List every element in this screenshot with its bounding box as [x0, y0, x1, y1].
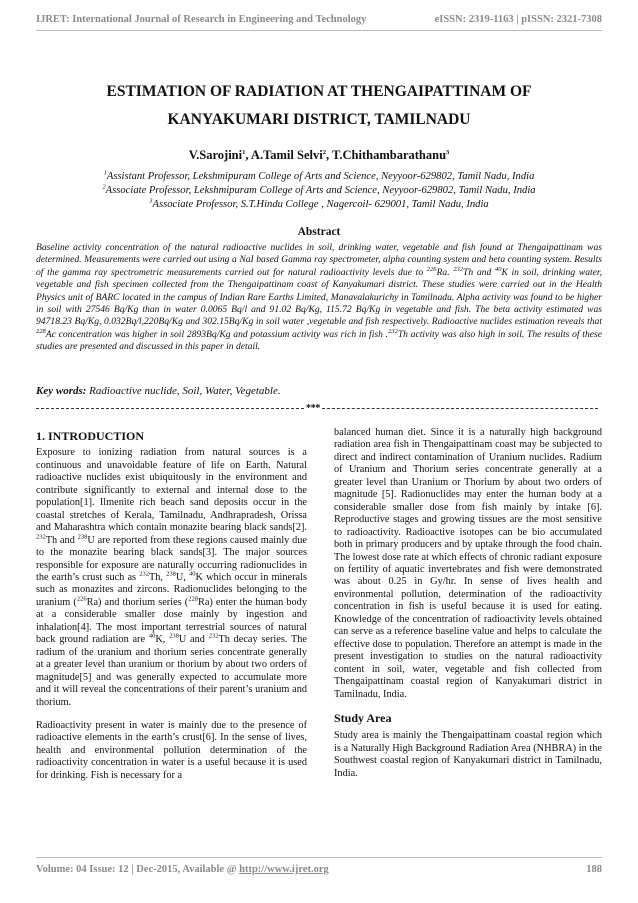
intro-text: K,: [155, 634, 170, 646]
divider-dash-left: [36, 408, 304, 409]
author-1-sup: 1: [242, 148, 246, 156]
sup-ac: 228: [36, 327, 46, 335]
affiliation-2: [36, 184, 602, 198]
paper-title: [36, 78, 602, 134]
keywords-label: Key words:: [36, 385, 87, 397]
sup-th2: 232: [388, 327, 398, 335]
keywords-line: [36, 385, 602, 397]
sup: 232: [36, 533, 46, 541]
abstract-text-3: Ac concentration was higher in soil 2893Bq/Kg and potassium activity was rich in fish .: [45, 328, 389, 340]
affiliation-3-text: Associate Professor, S.T.Hindu College , Nagercoil- 629001, Tamil Nadu, India: [152, 199, 489, 210]
title-line-1: ESTIMATION OF RADIATION AT THENGAIPATTINAM OF: [106, 83, 532, 100]
sup: 228: [188, 595, 198, 603]
right-column: [334, 427, 602, 791]
author-1: V.Sarojini: [188, 148, 243, 162]
abstract-ra: Ra.: [436, 266, 454, 278]
affiliations: [36, 170, 602, 212]
footer-volume: [36, 864, 329, 875]
affiliation-1: [36, 170, 602, 184]
intro-text: Th decay series. The radium of the uranium and thorium series concentrate generally at a greater level than uranium or thorium by about two orders of magnitude[5] and was generally expected to accumulate more and it will reveal the concentrations of their parent’s uranium and thorium.: [36, 634, 308, 708]
journal-name: IJRET: International Journal of Research in Engineering and Technology: [36, 13, 367, 25]
author-3: T.Chithambarathanu: [331, 148, 447, 162]
title-line-2: KANYAKUMARI DISTRICT, TAMILNADU: [167, 111, 471, 128]
author-3-sup: 3: [446, 148, 450, 156]
abstract-body: [36, 242, 602, 354]
intro-text: K which occur in minerals such as monazites and zircons. Radionuclides belonging to the uranium (: [36, 571, 307, 608]
intro-text: U,: [175, 571, 189, 583]
footer-rule: [36, 857, 602, 858]
abstract-th: Th and: [463, 266, 495, 278]
author-2: A.Tamil Selvi: [250, 148, 323, 162]
intro-paragraph-3: balanced human diet. Since it is a naturally high background radiation area fish in Thengaipattinam coast may be subjected to direct and indirect contamination of Uranium nuclides. Radium of Uranium and Thorium series concentrate generally at a greater level than Uranium or Thorium by about two orders of magnitude [5]. Radionuclides may enter the human body at a considerable smaller dose from fish mainly by intake [6]. Reproductive stages and growing tissues are the most sensitive to radioactivity. Radioactive isotopes can be bio accumulated both in primary producers and by uptake through the food chain. The lowest dose rate at which effects of chronic radiant exposure on fertility of aquatic invertebrates and fish were demonstrated was about 0.25 in Gy/hr. In sense of lives health and environmental pollution, determination of the radioactivity concentration in fish is useful because it is used for eating. Knowledge of the concentration of radioactivity levels obtained can serve as a reference baseline value and helps to calculate the effective dose to population. Therefore an attempt is made in the present investigation to studies on the natural radioactivity content in soil, water, vegetable and fish collected from Thengaipattinam coastal region of Kanyakumari district in Tamilnadu, India.: [334, 427, 602, 700]
intro-text: Ra) enter the human body at a considerable smaller dose mainly by ingestion and inhalation[4]. The most important terrestrial sources of natural back ground radiation are: [36, 596, 307, 646]
author-2-sup: 2: [322, 148, 326, 156]
left-column: [36, 427, 307, 793]
section-divider: [36, 403, 602, 415]
author-list: [36, 148, 602, 163]
intro-text: Ra) and thorium series (: [86, 596, 189, 608]
affiliation-1-text: Assistant Professor, Lekshmipuram College of Arts and Science, Neyyoor-629802, Tamil Nadu, India: [106, 171, 535, 182]
author-sep: ,: [245, 148, 251, 162]
sup: 40: [148, 632, 156, 640]
abstract-text-1: Baseline activity concentration of the natural radioactive nuclides in soil, drinking water, vegetable and fish found at Thengaipattinam was determined. Measurements were carried out using a NaI based Gamma ray spectrometer, alpha counting system and beta counting system. Results of the gamma ray spectrometric measurements carried out for natural radioactivity levels due to: [36, 242, 602, 278]
sup: 40: [189, 570, 196, 578]
intro-text: U and: [178, 634, 209, 646]
intro-paragraph-1: [36, 447, 307, 709]
study-area-paragraph: Study area is mainly the Thengaipattinam coastal region which is a Naturally High Background Radiation Area (NHBRA) in the Southwest coastal region of Kanyakumari district in Tamilnadu, India.: [334, 730, 602, 779]
intro-text: Th and: [45, 534, 78, 546]
intro-paragraph-2: Radioactivity present in water is mainly due to the presence of radioactive elements in the earth’s crust[6]. In the sense of lives, health and environmental pollution determination of the radioactivity concentration in water is a useful because it is used for drinking. Fish is necessary for a: [36, 719, 307, 781]
sup: 238: [166, 570, 176, 578]
affiliation-3-sup: 3: [149, 197, 153, 205]
sup: 232: [208, 632, 219, 640]
study-area-heading: Study Area: [334, 710, 392, 725]
sup: 226: [76, 595, 87, 603]
divider-dash-right: [322, 408, 598, 409]
page-number: 188: [586, 864, 602, 875]
intro-text: U are reported from these regions caused mainly due to the monazite bearing black sands[3]. The major sources responsible for exposure are naturally occurring radionuclides in the earth’s crust such as: [36, 534, 307, 583]
affiliation-1-sup: 1: [103, 169, 107, 177]
header-rule: [36, 30, 602, 31]
keywords-text: Radioactive nuclide, Soil, Water, Vegetable.: [86, 385, 281, 397]
author-sep: ,: [325, 148, 332, 162]
intro-heading: 1. INTRODUCTION: [36, 429, 145, 443]
affiliation-2-sup: 2: [102, 183, 106, 191]
running-header: [36, 10, 602, 28]
affiliation-3: [36, 198, 602, 212]
sup: 238: [77, 533, 88, 541]
abstract-text-2: K in soil, drinking water, vegetable and fish specimen collected from the Thengaipattinam coast of Kanyakumari district. These studies were carried out in the Health Physics unit of BARC located in the campus of Indian Rare Earths Limited, Manavalakurichy in Tamilnadu. Alpha activity was found to be higher in soil with 27546 Bq/Kg than in water 0.0065 Bq/l and 91.02 Bq/Kg, 115.72 Bq/Kg in vegetable and fish. The beta activity estimated was 94718.23 Bq/Kg, 0.032Bq/l,220Bq/Kg and 302.15Bq/Kg in soil water ,vegetable and fish respectively. Radioactive nuclides estimation reveals that: [36, 266, 602, 328]
journal-url-link[interactable]: http://www.ijret.org: [239, 864, 329, 875]
abstract-text-4: Th activity was also high in soil. The results of these studies are presented and discussed in this paper in detail.: [36, 328, 602, 353]
intro-text: Exposure to ionizing radiation from natural sources is a continuous and unavoidable feature of life on Earth. Natural radioactive nuclides exist ubiquitously in the environment and contribute significantly to external and internal dose to the population[1]. Ilmenite rich beach sand deposits occur in the coastal stretches of Kerala, Tamilnadu, Andhrapradesh, Orissa and Maharashtra which contain monazite bearing black sands[2].: [36, 447, 307, 534]
intro-text: Th,: [148, 571, 167, 583]
sup-th: 232: [453, 265, 464, 273]
sup-ra: 226: [426, 265, 437, 273]
sup: 238: [169, 632, 179, 640]
abstract-heading: Abstract: [297, 226, 341, 238]
affiliation-2-text: Associate Professor, Lekshmipuram College of Arts and Science, Neyyoor-629802, Tamil Nadu, India: [105, 185, 536, 196]
footer-volume-text: Volume: 04 Issue: 12 | Dec-2015, Available @: [36, 864, 240, 875]
sup-k: 40: [494, 265, 502, 273]
sup: 232: [139, 570, 149, 578]
issn-text: eISSN: 2319-1163 | pISSN: 2321-7308: [434, 13, 602, 25]
running-footer: [36, 864, 602, 875]
divider-stars: ***: [306, 403, 321, 415]
